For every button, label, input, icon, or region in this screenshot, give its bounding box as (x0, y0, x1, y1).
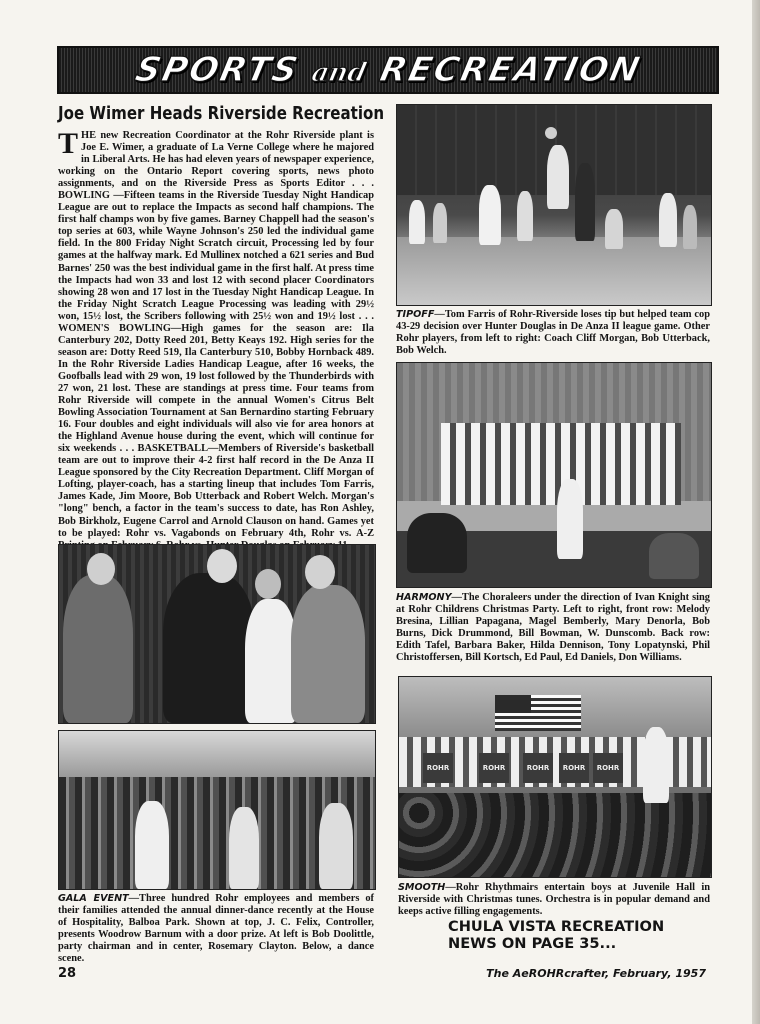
drop-cap: T (58, 127, 79, 160)
notice-line-1: CHULA VISTA RECREATION (448, 918, 665, 935)
photo-tipoff (396, 104, 712, 306)
photo-harmony (396, 362, 712, 588)
banner-title (131, 50, 644, 90)
band-stand-4: ROHR (559, 753, 589, 783)
banner-word-recreation: RECREATION (376, 50, 645, 90)
caption-harmony (396, 592, 710, 664)
caption-gala-lead: GALA EVENT (58, 893, 129, 904)
caption-smooth-lead: SMOOTH (398, 882, 446, 893)
article-headline: Joe Wimer Heads Riverside Recreation (58, 104, 385, 124)
photo-smooth (398, 676, 712, 878)
caption-harmony-text: —The Choraleers under the direction of Ivan Knight sing at Rohr Childrens Christmas Party. Left to right, front row: Melody Bresina, Lillian Papagana, Magel Bemberly, Mary Denorla, Bob Burns, Dick Drummond, Bill Bowman, W. Dunscomb. Back row: Edith Tafel, Barbara Baker, Hilda Dennison, Tony Lopatynski, Phil Christoffersen, Bill Kortsch, Ed Paul, Ed Daniels, Don Williams. (396, 592, 710, 663)
caption-tipoff (396, 309, 710, 357)
caption-smooth-text: —Rohr Rhythmairs entertain boys at Juvenile Hall in Riverside with Christmas tunes. Orchestra is in popular demand and keeps active filling engagements. (398, 882, 710, 917)
caption-harmony-lead: HARMONY (396, 592, 452, 603)
caption-tipoff-text: —Tom Farris of Rohr-Riverside loses tip but helped team cop 43-29 decision over Hunter Douglas in De Anza II league game. Other Rohr players, from left to right: Coach Cliff Morgan, Bob Utterback, Bob Welch. (396, 309, 710, 356)
band-stand-1: ROHR (423, 753, 453, 783)
photo-gala-dance (58, 730, 376, 890)
section-banner (57, 46, 719, 94)
band-stand-5: ROHR (593, 753, 623, 783)
page-number: 28 (58, 966, 77, 981)
article-text: HE new Recreation Coordinator at the Rohr Riverside plant is Joe E. Wimer, a graduate of La Verne College where he majored in Liberal Arts. He has had eleven years of newspaper experience, working on the Ontario Report covering sports, news photo assignments, and on the Riverside Press as Sports Editor . . . BOWLING —Fifteen teams in the Riverside Tuesday Night Handicap League are out to replace the Impacts as second half champions. The first half champs won by five games. Barney Chappell had the season's top series at 603, while Wayne Johnson's 250 led the individual game field. In the 800 Friday Night Scratch circuit, Processing led by four games at the halfway mark. Ed Mullinex notched a 621 series and Bud Barnes' 250 was the best individual game in the first half. At press time the Impacts had won 33 and lost 12 with second placer Coordinators showing 28 won and 17 lost in the Tuesday Night Handicap League. In the Friday Night Scratch League Processing was leading with 29½ won, 15½ lost, the Scribers following with 25½ won and 19½ lost . . . WOMEN'S BOWLING—High games for the season are: Ila Canterbury 202, Dotty Reed 201, Betty Keays 192. High series for the season are: Dotty Reed 519, Ila Canterbury 510, Bobby Hornback 489. In the Rohr Riverside Ladies Handicap League, after 16 weeks, the Goofballs lead with 29 won, 19 lost followed by the Thunderbirds with 27 won, 21 lost. These are standings at press time. Four teams from Rohr Riverside will compete in the annual Women's Citrus Belt Bowling Association Tournament at San Bernardino starting February 16. Four doubles and eight individuals will also vie for area honors at the Highland Avenue house during the event, which will continue for six weekends . . . BASKETBALL—Members of Riverside's basketball team are out to improve their 4-2 first half record in the De Anza II League sponsored by the City Recreation Department. Cliff Morgan of Lofting, player-coach, has a starting lineup that includes Tom Farris, James Kade, Jim Moore, Bob Utterback and Robert Welch. Morgan's "long" bench, a factor in the team's success to date, has Ron Ashley, Bob Birkholz, Eugene Carrol and Arnold Clauson on hand. Games yet to be played: Rohr vs. Vagabonds on February 4th, Rohr vs. A-Z (58, 130, 374, 539)
chula-vista-notice (448, 918, 708, 952)
band-stand-2: ROHR (479, 753, 509, 783)
photo-gala-door-prize (58, 544, 376, 724)
publication-footer: The AeROHRcrafter, February, 1957 (486, 967, 706, 980)
page-edge (752, 0, 760, 1024)
band-stand-3: ROHR (523, 753, 553, 783)
article-body (58, 127, 374, 552)
banner-word-sports: SPORTS (131, 50, 303, 90)
notice-line-2: NEWS ON PAGE 35... (448, 935, 617, 952)
caption-gala (58, 893, 374, 965)
caption-smooth (398, 882, 710, 918)
caption-tipoff-lead: TIPOFF (396, 309, 435, 320)
caption-gala-text: —Three hundred Rohr employees and members of their families attended the annual dinner-dance recently at the House of Hospitality, Balboa Park. Shown at top, J. C. Felix, Controller, presents Woodrow Barnum with a door prize. At left is Bob Doolittle, party chairman and in center, Rosemary Clayton. Below, a dance scene. (58, 893, 374, 964)
banner-word-and: and (308, 58, 369, 88)
